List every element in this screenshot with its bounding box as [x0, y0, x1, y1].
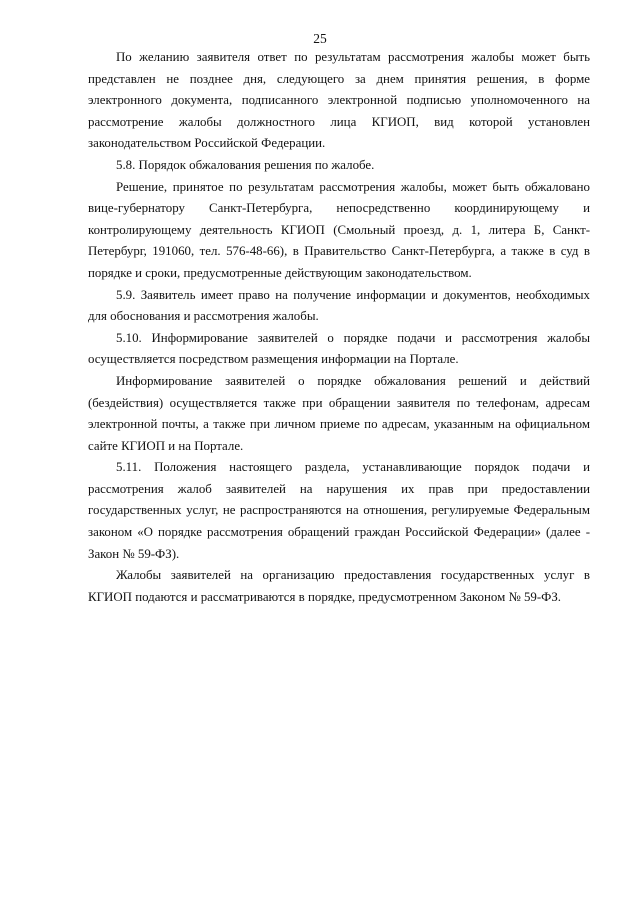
paragraph-informing: Информирование заявителей о порядке обжалования решений и действий (бездействия) осуществляется также при обращении заявителя по телефонам, адресам электронной почты, а также при личном приеме по адресам, указанным на официальном сайте КГИОП и на Портале. — [88, 373, 590, 453]
document-body — [88, 47, 590, 608]
paragraph-complaints-59fz: Жалобы заявителей на организацию предоставления государственных услуг в КГИОП подаются и рассматриваются в порядке, предусмотренном Законом № 59-ФЗ. — [88, 568, 590, 604]
page-number: 25 — [313, 31, 327, 46]
paragraph-response-form: По желанию заявителя ответ по результатам рассмотрения жалобы может быть представлен не позднее дня, следующего за днем принятия решения, в форме электронного документа, подписанного электронной подписью уполномоченного на рассмотрение жалобы должностного лица КГИОП, вид которой установлен законодательством Российской Федерации. — [88, 50, 590, 151]
paragraph-5-9: 5.9. Заявитель имеет право на получение информации и документов, необходимых для обоснования и рассмотрения жалобы. — [88, 287, 590, 324]
paragraph-5-10: 5.10. Информирование заявителей о порядке подачи и рассмотрения жалобы осуществляется посредством размещения информации на Портале. — [88, 330, 590, 367]
paragraph-5-11: 5.11. Положения настоящего раздела, устанавливающие порядок подачи и рассмотрения жалоб заявителей на нарушения их прав при предоставлении государственных услуг, не распространяются на отношения, регулируемые Федеральным законом «О порядке рассмотрения обращений граждан Российской Федерации» (далее - Закон № 59-ФЗ). — [88, 460, 590, 561]
paragraph-appeal-decision: Решение, принятое по результатам рассмотрения жалобы, может быть обжаловано вице-губернатору Санкт-Петербурга, непосредственно координирующему и контролирующему деятельность КГИОП (Смольный проезд, д. 1, литера Б, Санкт-Петербург, 191060, тел. 576-48-66), в Правительство Санкт-Петербурга, а также в суд в порядке и сроки, предусмотренные действующим законодательством. — [88, 179, 590, 280]
paragraph-5-8-heading: 5.8. Порядок обжалования решения по жалобе. — [116, 157, 375, 172]
